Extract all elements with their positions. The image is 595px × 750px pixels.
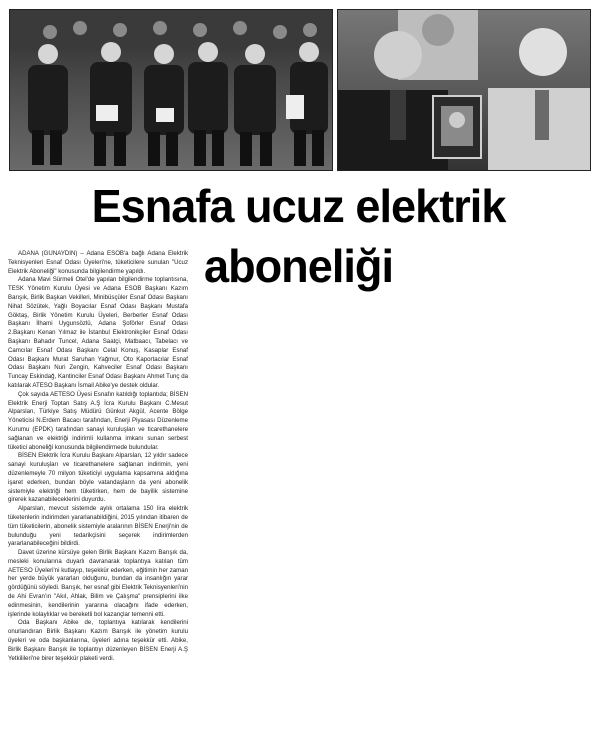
article-paragraph: BİSEN Elektrik İcra Kurulu Başkanı Alparslan, 12 yıldır sadece sanayi kuruluşları ve ticarethanelere sağlanan indirimin, yeni düzenlemeyle 70 milyon tüketiciyi uygulama kapsamına aldığına işaret ederken, bundan böyle vatandaşların da yeni abonelik sistemiyle elektriği hem tüketirken, hem de bayilik sistemine girerek kazanabileceklerini duyurdu. xyxy=(8,452,188,504)
article-paragraph: Çok sayıda AETESO Üyesi Esnafın katıldığı toplantıda; BİSEN Elektrik Enerji Toptan Satış A.Ş İcra Kurulu Başkanı C.Mesut Alparslan, Türkiye Satış Müdürü Günkut Akgül, Acente Bölge Yöneticisi N.Erdem Bacacı tarafından, Enerji Piyasası Düzenleme Kurumu (EPDK) tarafından sanayi kuruluşları ve ticarethanelere sağlanan ve elektriği indirimli kullanma imkanı sunan serbest tüketici aboneliği konusunda bilgilendirmede bulundular. xyxy=(8,390,188,451)
article-paragraph: ADANA (GÜNAYDIN) – Adana ESOB'a bağlı Adana Elektrik Teknisyenleri Esnaf Odası Üyeleri'ne, tüketicilere sunulan "Ucuz Elektrik Aboneliği" konusunda bilgilendirme yapıldı. xyxy=(8,250,188,275)
article-paragraph: Adana Mavi Sürmeli Otel'de yapılan bilgilendirme toplantısına, TESK Yönetim Kurulu Üyesi ve Adana ESOB Başkanı Kazım Barışık, Birlik Başkan Vekilleri, Minibüsçüler Esnaf Odası Başkanı Nihat Sözütek, Yağlı Boyacılar Esnaf Odası Başkanı Mustafa Göktaş, Birlik Yönetim Kurulu Üyeleri, Berberler Esnaf Odası Başkanı İlhami Uygunsözlü, Adana Şoförler Esnaf Odası 2.Başkanı Kenan Yılmaz ile İstanbul Elektronikçiler Esnaf Odası Başkanı Bahadır Tuncel, Adana Saatçi, Matbaacı, Tabelacı ve Camcılar Esnaf Odası Başkanı Celal Konuş, Kasaplar Esnaf Odası Başkanı Murat Saruhan Yağmur, Oto Kaportacılar Esnaf Odası Başkanı Nuri Zengin, Kahveciler Esnaf Odası Başkanı Tuncay Eskindağ, Kantinciler Esnaf Odası Başkanı Ahmet Tunç da katılarak ATESO Başkanı İsmail Abike'ye destek oldular. xyxy=(8,276,188,389)
photo-meeting-attendees xyxy=(9,9,333,171)
article-paragraph: Alparslan, mevcut sistemde aylık ortalama 150 lira elektrik tüketenlerin indirimden yararlanabildiğini, 2015 yılından itibaren de tüm tüketicilerin, abonelik sistemiyle aralarının BİSEN Enerji'nin de bulunduğu yeni tedarikçisini seçerek indirimlerden yararlanabileceğini bildirdi. xyxy=(8,505,188,548)
article-paragraph: Davet üzerine kürsüye gelen Birlik Başkanı Kazım Barışık da, mesleki konularına duyarlı davranarak toplantıya katılan tüm AETESO Üyeleri'ni kutlayıp, teşekkür ederken, eğitimin her zaman her yerde büyük yararları olduğunu, bundan da insanlığın yarar gördüğünü söyledi. Barışık, her esnaf gibi Elektrik Teknisyenleri'nin de Ahi Evran'ın "Akıl, Ahlak, Bilim ve Çalışma" prensiplerini ilke edinmesinin, kendilerinin yararına olacağını ifade ederken, işlerinde kolaylıklar ve bereketli bol kazançlar temenni etti. xyxy=(8,549,188,618)
headline: Esnafa ucuz elektrik aboneliği xyxy=(91,180,506,292)
article-body xyxy=(8,250,188,744)
article-paragraph: Oda Başkanı Abike de, toplantıya katılarak kendilerini onurlandıran Birlik Başkanı Kazım Barışık ile yönetim kurulu üyeleri ve oda başkanlarına, üyeleri adına teşekkür etti. Abike, Birlik Başkanı Barışık ile toplantıyı düzenleyen BİSEN Enerji A.Ş Yetkilileri'ne birer teşekkür plaketi verdi. xyxy=(8,619,188,662)
photo-plaque-presentation xyxy=(337,9,591,171)
